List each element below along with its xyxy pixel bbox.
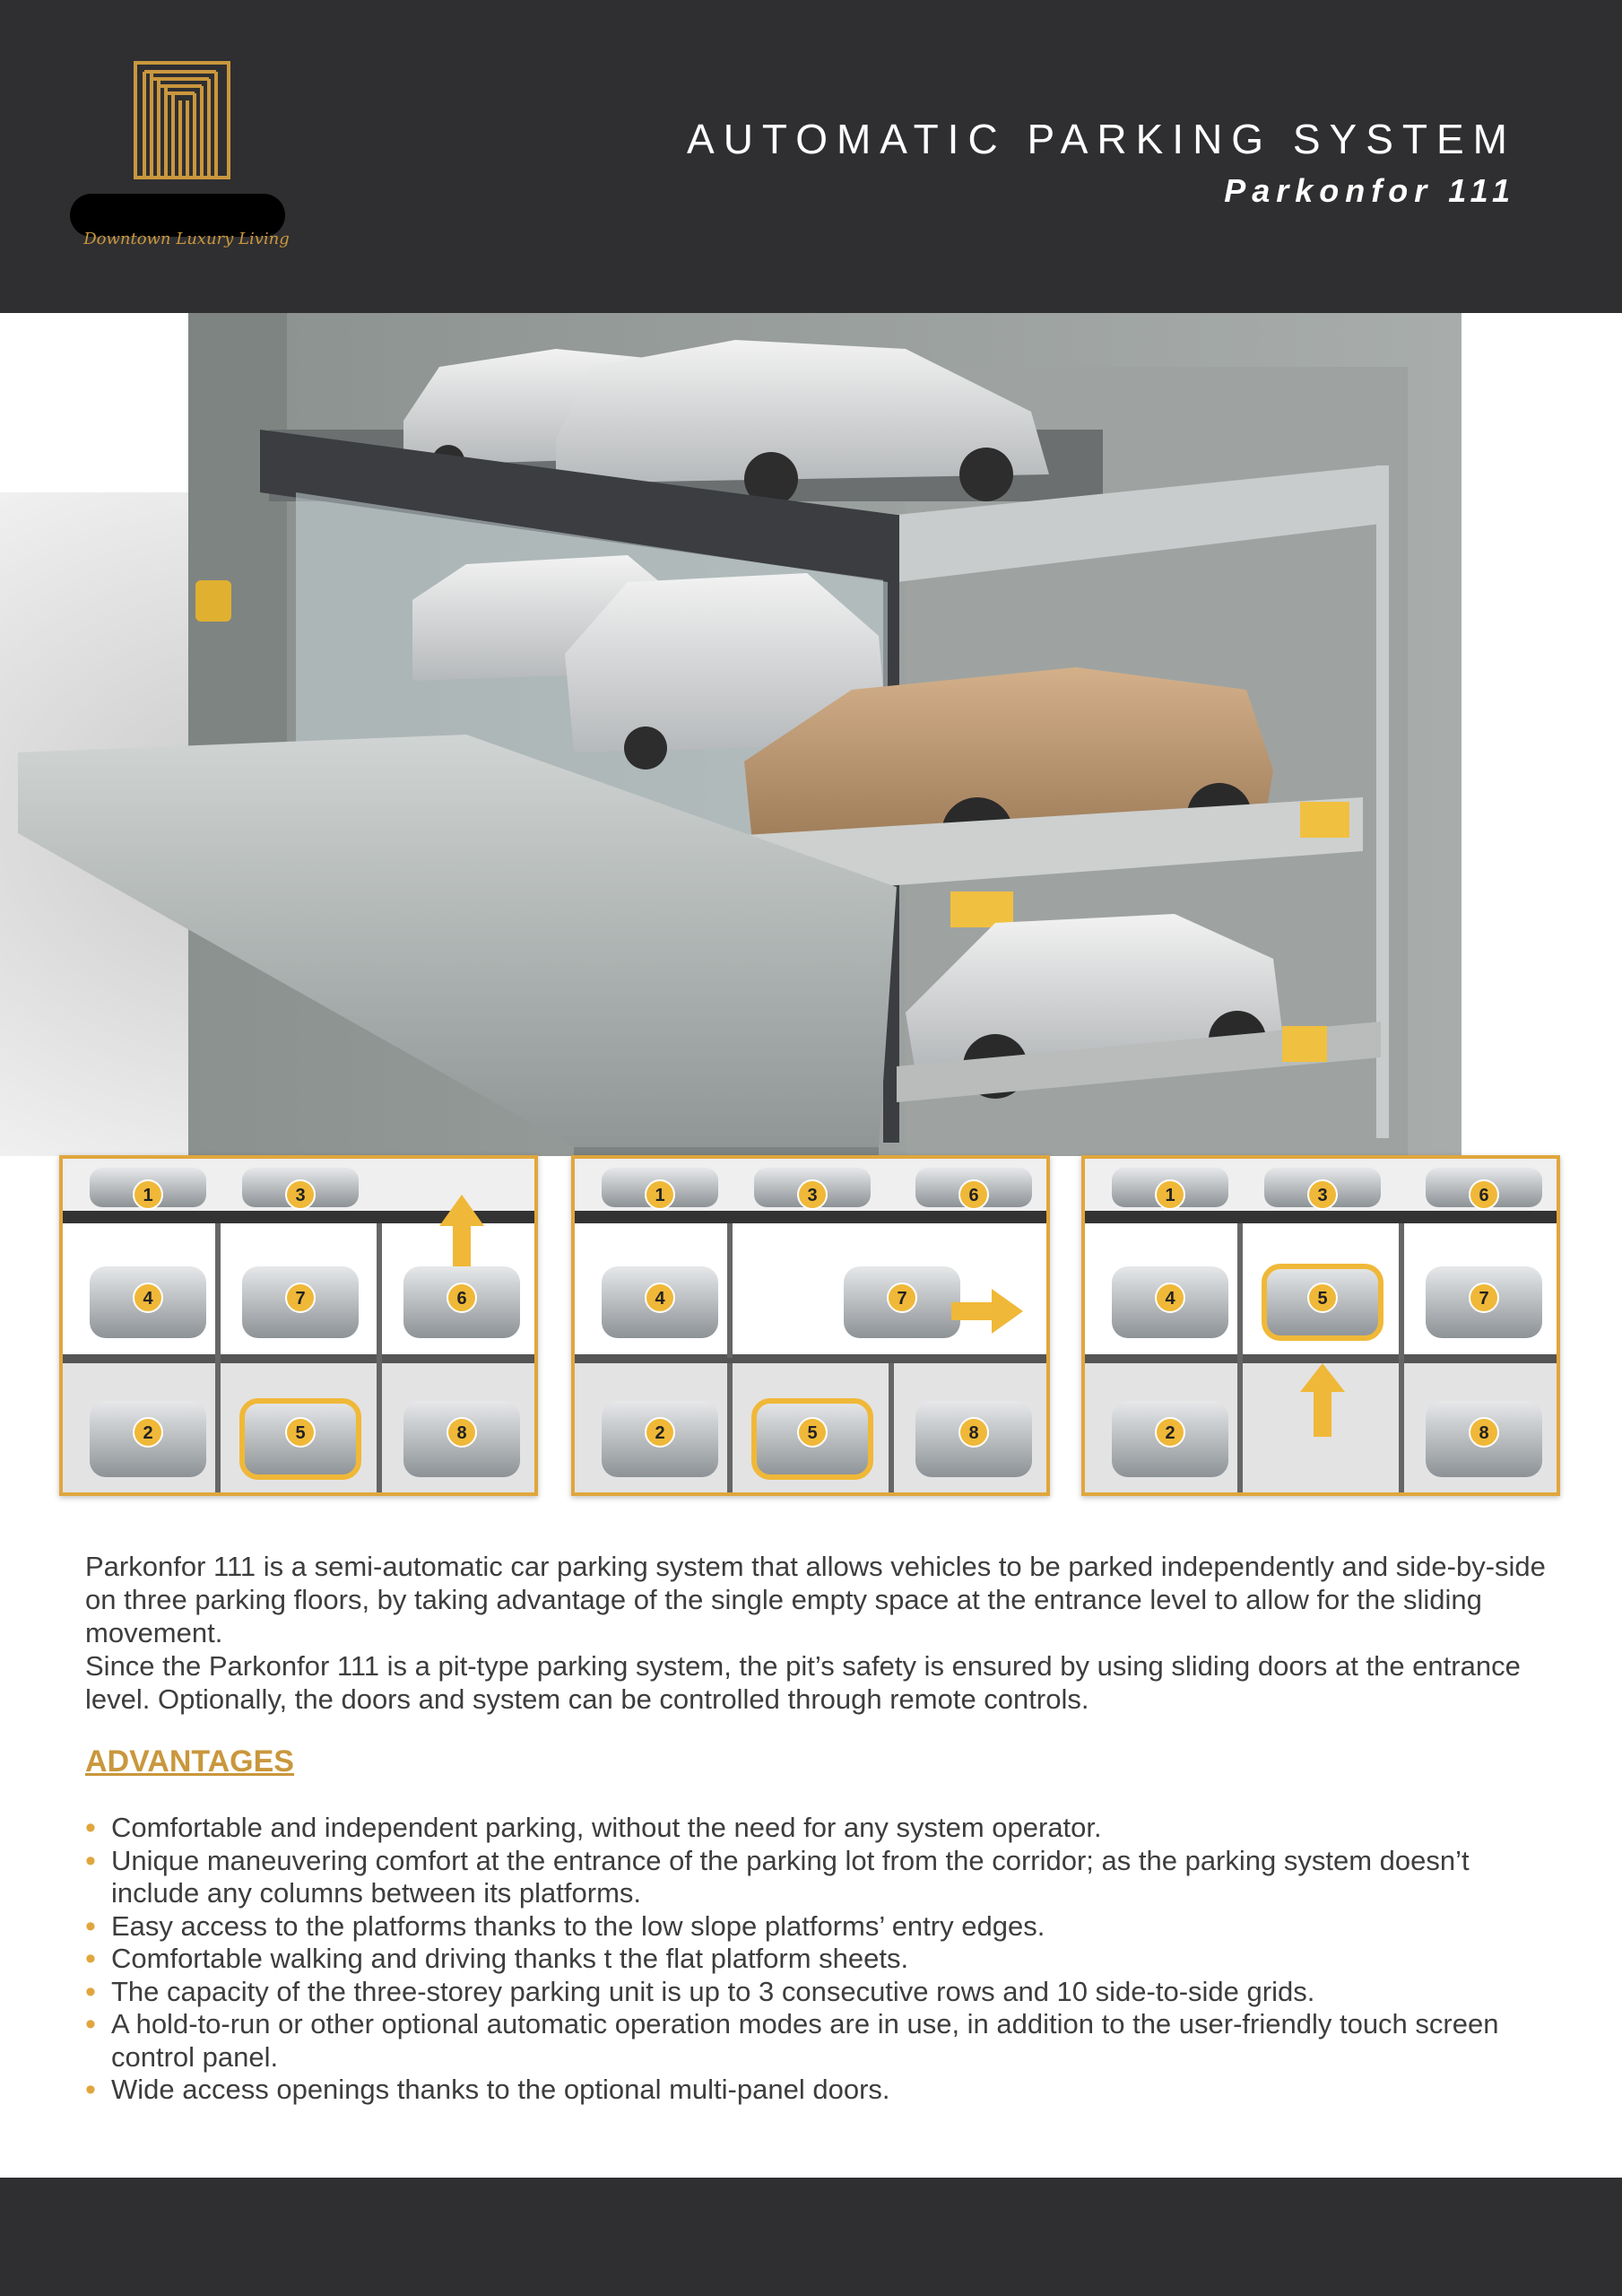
list-item: • A hold-to-run or other optional automatic operation modes are in use, in addition to the user-friendly touch screen control panel. xyxy=(85,2007,1499,2073)
sequence-panel-1 xyxy=(59,1155,538,1496)
description-paragraph: Parkonfor 111 is a semi-automatic car parking system that allows vehicles to be parked independently and side-by-side on three parking floors, by taking advantage of the single empty space at the entrance level to allow for the sliding movement. xyxy=(85,1551,1546,1648)
badge: 5 xyxy=(1317,1289,1328,1309)
bullet-icon: • xyxy=(85,1974,96,2009)
sequence-panels xyxy=(0,1155,1622,1501)
bullet-icon: • xyxy=(85,1942,96,1976)
badge: 7 xyxy=(1479,1289,1489,1309)
advantages-heading: ADVANTAGES xyxy=(85,1744,294,1779)
badge: 2 xyxy=(143,1423,153,1443)
badge: 2 xyxy=(655,1423,665,1443)
badge: 5 xyxy=(295,1423,306,1443)
badge: 2 xyxy=(1165,1423,1175,1443)
bullet-icon: • xyxy=(85,2007,96,2041)
list-item: • Comfortable walking and driving thanks t the flat platform sheets. xyxy=(85,1942,909,1976)
description xyxy=(85,1550,1556,1716)
list-item: • Comfortable and independent parking, without the need for any system operator. xyxy=(85,1811,1102,1845)
badge: 3 xyxy=(1317,1186,1328,1205)
footer-bar xyxy=(0,2178,1622,2296)
badge: 6 xyxy=(456,1289,467,1309)
logo-tagline: Downtown Luxury Living xyxy=(83,230,290,248)
bullet-icon: • xyxy=(85,2073,96,2107)
list-item: • Wide access openings thanks to the optional multi-panel doors. xyxy=(85,2073,890,2107)
badge: 7 xyxy=(295,1289,306,1309)
sequence-panel-3 xyxy=(1081,1155,1560,1496)
gold-stripe-monogram-icon xyxy=(70,59,285,194)
badge: 8 xyxy=(968,1423,979,1443)
list-item: • Unique maneuvering comfort at the entrance of the parking lot from the corridor; as the parking system doesn’t include any columns between its platforms. xyxy=(85,1843,1470,1909)
badge: 4 xyxy=(655,1289,665,1309)
sequence-panel-2 xyxy=(571,1155,1050,1496)
badge: 1 xyxy=(1165,1186,1175,1205)
list-item: • The capacity of the three-storey parking unit is up to 3 consecutive rows and 10 side-to-side grids. xyxy=(85,1974,1315,2009)
page-subtitle: Parkonfor 111 xyxy=(1224,172,1516,209)
header-bar xyxy=(0,0,1622,313)
badge: 5 xyxy=(807,1423,818,1443)
badge: 6 xyxy=(968,1186,979,1205)
badge: 6 xyxy=(1479,1186,1489,1205)
badge: 4 xyxy=(143,1289,153,1309)
badge: 3 xyxy=(295,1186,306,1205)
hero-illustration xyxy=(0,313,1622,1156)
badge: 8 xyxy=(1479,1423,1489,1443)
badge: 4 xyxy=(1165,1289,1175,1309)
bullet-icon: • xyxy=(85,1909,96,1944)
badge: 8 xyxy=(456,1423,467,1443)
badge: 7 xyxy=(897,1289,907,1309)
badge: 3 xyxy=(807,1186,818,1205)
bullet-icon: • xyxy=(85,1843,96,1878)
badge: 1 xyxy=(655,1186,665,1205)
logo xyxy=(70,59,290,257)
list-item: • Easy access to the platforms thanks to the low slope platforms’ entry edges. xyxy=(85,1909,1045,1944)
badge: 1 xyxy=(143,1186,153,1205)
page-title: AUTOMATIC PARKING SYSTEM xyxy=(687,116,1516,162)
description-paragraph: Since the Parkonfor 111 is a pit-type parking system, the pit’s safety is ensured by using sliding doors at the entrance level. Optionally, the doors and system can be controlled through remote controls. xyxy=(85,1650,1521,1715)
advantages-list xyxy=(85,1812,1565,2107)
bullet-icon: • xyxy=(85,1811,96,1845)
